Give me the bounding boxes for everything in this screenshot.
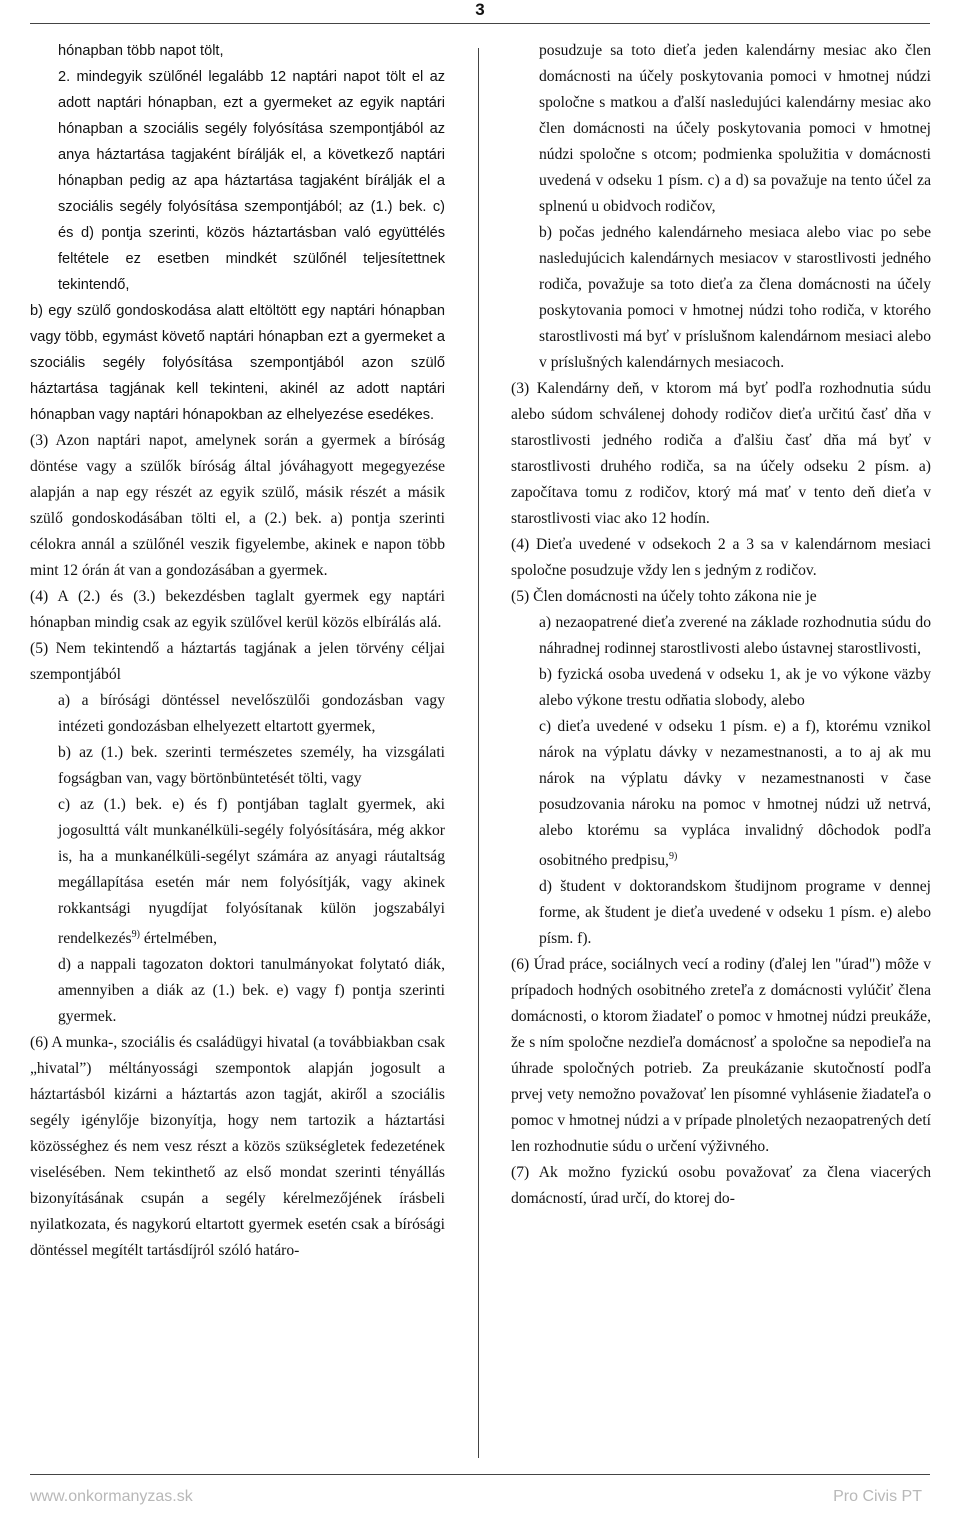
list-item: d) a nappali tagozaton doktori tanulmányokat folytató diák, amennyiben a diák az (1.) bek. e) vagy f) pontja szerinti gyermek. (58, 956, 445, 1026)
header-rule (30, 23, 930, 24)
footnote-marker: 9) (131, 929, 140, 940)
paragraph: (6) A munka-, szociális és családügyi hivatal (a továbbiakban csak „hivatal”) méltányossági szempontok alapján jogosult a háztartásból kizárni a háztartás azon tagját, akiről a szociális segély igénylője bizonyítja, hogy nem tartozik a háztartási közösséghez és nem vesz részt a közös szükségletek fedezetének viselésében. Nem tekinthető az első mondat szerinti tényállás bizonyításának csupán a segély kérelmezőjének írásbeli nyilatkozata, és nagykorú eltartott gyermek esetén csak a bírósági döntéssel megítélt tartásdíjról szóló határo- (30, 1034, 445, 1260)
list-item (511, 714, 931, 874)
paragraph: (3) Kalendárny deň, v ktorom má byť podľa rozhodnutia súdu alebo súdom schválenej dohody rodičov dieťa určitú časť dňa v starostlivosti jedného rodiča a ďalšiu časť dňa má byť v starostlivosti druhého rodiča, sa na účely odseku 2 písm. a) započítava tomu z rodičov, ktorý má mať v tento deň dieťa v starostlivosti viac ako 12 hodín. (511, 380, 931, 527)
list-item: b) az (1.) bek. szerinti természetes személy, ha vizsgálati fogságban van, vagy börtönbüntetését tölti, vagy (58, 744, 445, 787)
paragraph: hónapban több napot tölt, (58, 43, 224, 59)
list-item-text: c) dieťa uvedené v odseku 1 písm. e) a f), ktorému vznikol nárok na výplatu dávky v nezamestnanosti, a to aj ak mu nárok na výplatu dávky v nezamestnanosti v čase posudzovania nároku na pomoc v hmotnej núdzi už netrvá, alebo ktorému sa vypláca invalidný dôchodok podľa osobitného predpisu, (539, 718, 931, 870)
footer-website: www.onkormanyzas.sk (30, 1488, 193, 1505)
paragraph: 2. mindegyik szülőnél legalább 12 naptári napot tölt el az adott naptári hónapban, ezt a gyermeket az egyik naptári hónapban a szociális segély folyósítása szempontjából az anya háztartása tagjaként bírálják el, a következő naptári hónapban pedig az apa háztartása tagjaként bírálják el a szociális segély folyósítása szempontjából; az (1.) bek. c) és d) pontja szerinti, közös háztartásban való együttélés feltétele ez esetben mindkét szülőnél teljesítettnek tekintendő, (58, 69, 445, 293)
paragraph: b) egy szülő gondoskodása alatt eltöltött egy naptári hónapban vagy több, egymást követő naptári hónapban ezt a gyermeket a szociális segély folyósítása szempontjából azon szülő háztartása tagjának kell tekinteni, akinél az adott naptári hónapban vagy naptári hónapokban az elhelyezése esedékes. (30, 303, 445, 423)
hungarian-column (30, 38, 445, 1264)
paragraph: (6) Úrad práce, sociálnych vecí a rodiny (ďalej len "úrad") môže v prípadoch hodných osobitného zreteľa z domácnosti vylúčiť člena domácnosti, o ktorom žiadateľ o pomoc v hmotnej núdzi preukáže, že s ním spoločne nezdieľa domácnosť a spoločne sa nepodieľa na úhrade spoločných potrieb. Za preukázanie skutočností podľa prvej vety nemožno považovať len písomné vyhlásenie žiadateľa o pomoc v hmotnej núdzi a v prípade plnoletých nezaopatrených detí len rozhodnutie súdu o určení výživného. (511, 956, 931, 1156)
paragraph: (3) Azon naptári napot, amelynek során a gyermek a bíróság döntése vagy a szülők bíróság által jóváhagyott megegyezése alapján a nap egy részét az egyik szülő, másik részét a másik szülő gondoskodásában tölti el, a (2.) bek. a) pontja szerinti célokra annál a szülőnél veszik figyelembe, akinek e napon több mint 12 órán át van a gondozásában a gyermek. (30, 432, 445, 579)
paragraph: (4) A (2.) és (3.) bekezdésben taglalt gyermek egy naptári hónapban mindig csak az egyik szülővel kerül közös elbírálás alá. (30, 588, 445, 631)
list-item: a) a bírósági döntéssel nevelőszülői gondozásban vagy intézeti gondozásban elhelyezett eltartott gyermek, (58, 692, 445, 735)
paragraph: (5) Nem tekintendő a háztartás tagjának a jelen törvény céljai szempontjából (30, 640, 445, 683)
list-item-text: c) az (1.) bek. e) és f) pontjában taglalt gyermek, aki jogosulttá vált munkanélküli-segély folyósítására, még akkor is, ha a munkanélküli-segélyt számára az anyagi ráutaltság megállapítása esetén már nem folyósítják, vagy akinek rokkantsági nyugdíjat folyósítanak külön jogszabályi rendelkezés (58, 796, 445, 948)
list-item (30, 792, 445, 952)
page-number: 3 (475, 0, 485, 19)
list-item: d) študent v doktorandskom študijnom programe v dennej forme, ak študent je dieťa uvedené v odseku 1 písm. e) alebo písm. f). (539, 878, 931, 948)
paragraph: (5) Člen domácnosti na účely tohto zákona nie je (511, 588, 817, 605)
paragraph: posudzuje sa toto dieťa jeden kalendárny mesiac ako člen domácnosti na účely poskytovania pomoci v hmotnej núdzi spoločne s matkou a ďalší nasledujúci kalendárny mesiac ako člen domácnosti na účely poskytovania pomoci v hmotnej núdzi spoločne s otcom; podmienka spolužitia v domácnosti uvedená v odseku 1 písm. c) a d) sa považuje na tento účel za splnenú u obidvoch rodičov, (539, 42, 931, 215)
footnote-marker: 9) (668, 851, 678, 862)
column-divider (478, 48, 479, 1458)
paragraph: (7) Ak možno fyzickú osobu považovať za člena viacerých domácností, úrad určí, do ktorej do- (511, 1164, 931, 1208)
slovak-column (511, 38, 931, 1212)
list-item-text: értelmében, (139, 930, 218, 948)
list-item: b) fyzická osoba uvedená v odseku 1, ak je vo výkone väzby alebo výkone trestu odňatia slobody, alebo (539, 666, 931, 709)
list-item: a) nezaopatrené dieťa zverené na základe rozhodnutia súdu do náhradnej rodinnej starostlivosti alebo ústavnej starostlivosti, (539, 614, 931, 657)
paragraph: b) počas jedného kalendárneho mesiaca alebo viac po sebe nasledujúcich kalendárnych mesiacov v starostlivosti jedného rodiča, považuje sa toto dieťa za člena domácnosti na účely poskytovania pomoci v hmotnej núdzi toho rodiča, v ktorého starostlivosti má byť v príslušnom kalendárnom mesiaci alebo v príslušných kalendárnych mesiacoch. (539, 224, 931, 371)
paragraph: (4) Dieťa uvedené v odsekoch 2 a 3 sa v kalendárnom mesiaci spoločne posudzuje vždy len s jedným z rodičov. (511, 536, 931, 579)
footer-publisher: Pro Civis PT (833, 1488, 922, 1505)
footer-rule (30, 1474, 930, 1475)
